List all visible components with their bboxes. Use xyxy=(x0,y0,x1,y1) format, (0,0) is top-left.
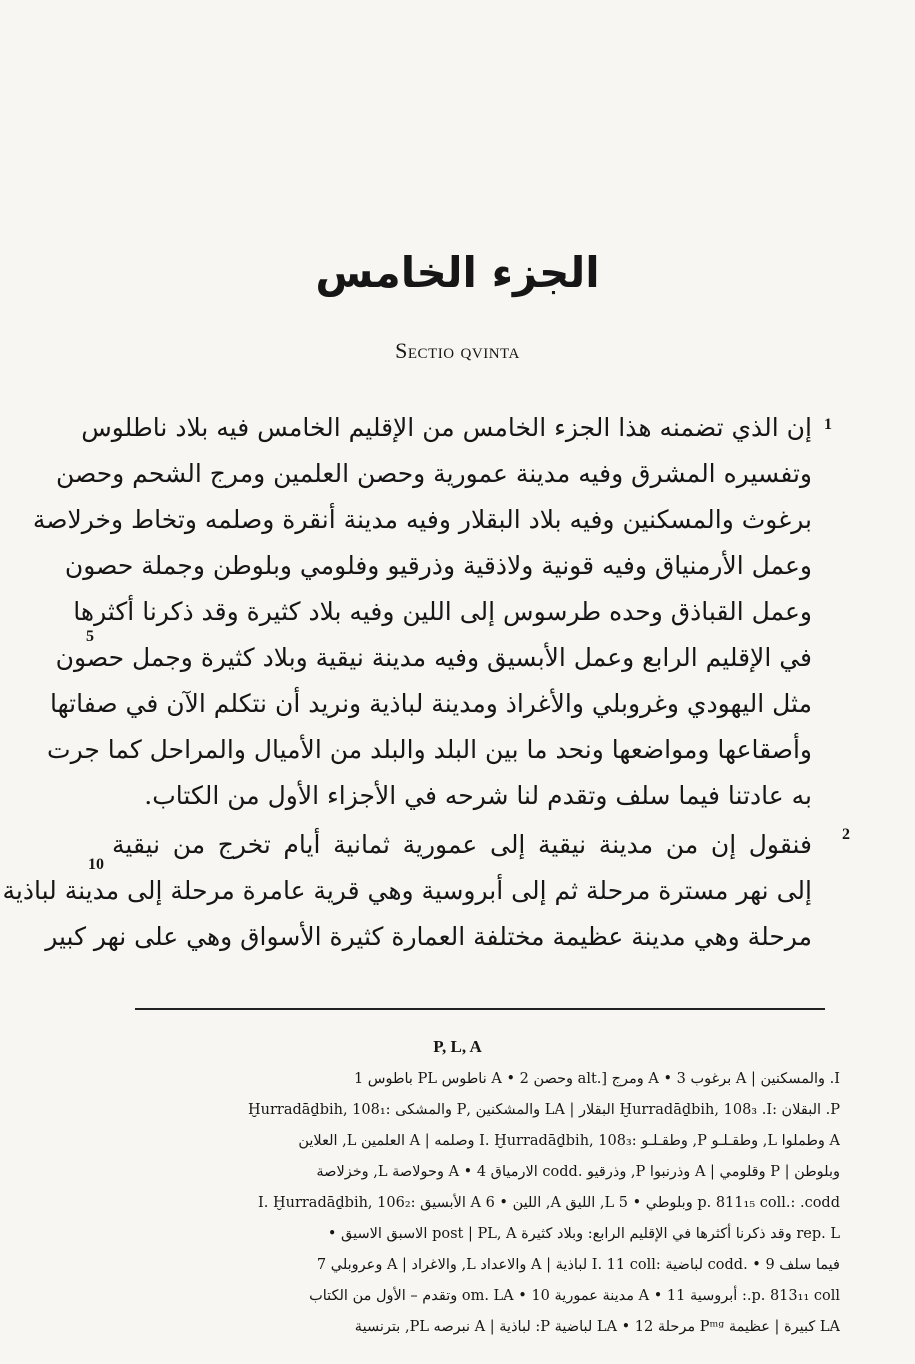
critical-apparatus xyxy=(140,1064,840,1343)
text-line: إلى نهر مسترة مرحلة ثم إلى أبروسية وهي قرية عامرة مرحلة إلى مدينة لباذية xyxy=(2,876,812,905)
text-line: برغوث والمسكنين وفيه بلاد البقلار وفيه مدينة أنقرة وصلمه وتخاط وخرلاصة xyxy=(32,505,812,534)
latin-section-title: Sectio qvinta xyxy=(395,338,520,363)
margin-line-number-10: 10 xyxy=(88,856,104,873)
paragraph-1 xyxy=(32,405,812,819)
footnote-divider xyxy=(135,1008,825,1010)
arabic-section-title: الجزء الخامس xyxy=(315,248,600,297)
manuscript-sigla: P, L, A xyxy=(433,1037,482,1056)
margin-line-number-5: 5 xyxy=(86,628,94,645)
text-line: وعمل القباذق وحده طرسوس إلى اللين وفيه بلاد كثيرة وقد ذكرنا أكثرها xyxy=(73,597,812,626)
text-line: وأصقاعها ومواضعها ونحد ما بين البلد والبلد من الأميال والمراحل كما جرت xyxy=(47,735,812,764)
paragraph-number-1: 1 xyxy=(824,416,832,433)
text-line: به عادتنا فيما سلف وتقدم لنا شرحه في الأجزاء الأول من الكتاب. xyxy=(144,781,812,810)
apparatus-line: rep. L وقد ذكرنا أكثرها في الإقليم الرابع: وبلاد كثيرة post | PL, A الاسبق الاسيق • xyxy=(327,1226,840,1242)
apparatus-line: I. والمسكنين | A برغوب 3 • A ومرج [.alt وحصن 2 • A ناطوس PL باطوس 1 xyxy=(353,1071,840,1087)
text-line: مثل اليهودي وغروبلي والأغراذ ومدينة لباذية ونريد أن نتكلم الآن في صفاتها xyxy=(50,689,812,718)
text-line: فنقول إن من مدينة نيقية إلى عمورية ثمانية أيام تخرج من نيقية xyxy=(112,830,812,859)
apparatus-line: P. البقلان :Ḫurradāḏbih, 108₃ .I البقلار | LA والمشكنين ,P والمشكى :Ḫurradāḏbih, 108₁ xyxy=(248,1102,840,1118)
apparatus-line: LA كبيرة | عظيمة Pᵐᵍ مرحلة 12 • LA لباضية P: لباذية | A نبرصه PL, بترنسية xyxy=(354,1319,840,1335)
apparatus-line: فيما سلف 9 • .codd لباضية :I. 11 coll لباذية | A والاعداد L, والاغراد | A وعروبلي 7 xyxy=(316,1257,840,1273)
paragraph-number-2: 2 xyxy=(842,826,850,843)
text-line: وتفسيره المشرق وفيه مدينة عمورية وحصن العلمين ومرج الشحم وحصن xyxy=(56,459,812,488)
apparatus-line: p. 811₁₅ coll.: .codd وبلوطي • 5 L, الليق A, اللين • 6 A الأبسيق :I. Ḫurradāḏbih, 106₂ xyxy=(258,1195,840,1211)
apparatus-line: p. 813₁₁ coll.: أبروسية 11 • A مدينة عمورية 10 • om. LA وتقدم – الأول من الكتاب xyxy=(309,1288,840,1304)
text-line: في الإقليم الرابع وعمل الأبسيق وفيه مدينة نيقية وبلاد كثيرة وجمل حصون xyxy=(55,643,812,672)
text-line: وعمل الأرمنياق وفيه قونية ولاذقية وذرقيو وفلومي وبلوطن وجملة حصون xyxy=(64,551,812,580)
apparatus-line: A وطملوا L, وطقـلـو P, وطقـلـو :I. Ḫurradāḏbih, 108₃ وصلمه | A العلمين L, العلاين xyxy=(298,1133,840,1149)
text-line: إن الذي تضمنه هذا الجزء الخامس من الإقليم الخامس فيه بلاد ناطلوس xyxy=(81,413,812,442)
text-line: مرحلة وهي مدينة عظيمة مختلفة العمارة كثيرة الأسواق وهي على نهر كبير xyxy=(45,922,812,951)
apparatus-line: وبلوطن | P وقلومي | A وذرنبوا P, وذرقيو .codd الارمياق 4 • A وحولاصة L, وخزلاصة xyxy=(316,1164,840,1180)
